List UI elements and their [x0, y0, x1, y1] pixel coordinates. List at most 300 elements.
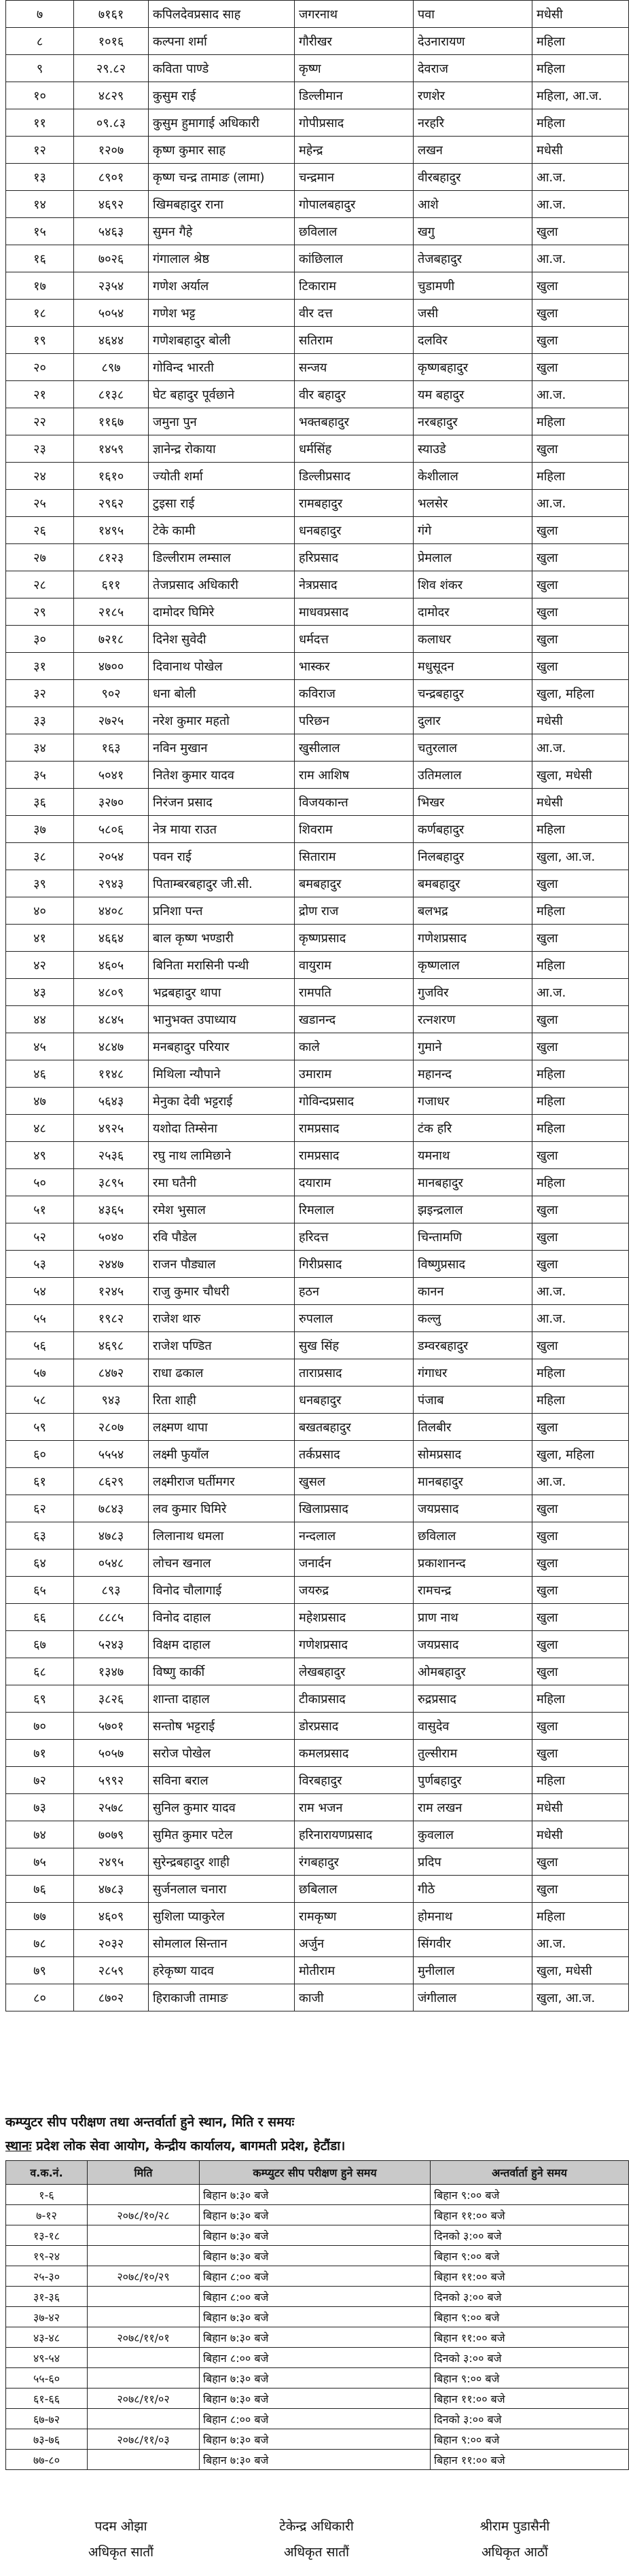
schedule-header: मिति	[88, 2161, 200, 2185]
exam-notice-title: कम्प्युटर सीप परीक्षण तथा अन्तर्वार्ता हुने स्थान, मिति र समयः	[5, 2115, 295, 2130]
father-name-cell: खुसीलाल	[295, 734, 414, 762]
serial-cell: ७	[6, 1, 74, 28]
table-row	[6, 1685, 629, 1713]
group-cell: खुला	[532, 598, 629, 626]
schedule-row	[6, 2368, 629, 2389]
signatory-title: अधिकृत सातौं	[88, 2545, 154, 2560]
father-name-cell: माधवप्रसाद	[295, 598, 414, 626]
group-cell: खुला	[532, 571, 629, 598]
table-row	[6, 1441, 629, 1468]
serial-cell: ३१	[6, 653, 74, 680]
father-name-cell: वायुराम	[295, 952, 414, 979]
schedule-row	[6, 2348, 629, 2368]
table-row	[6, 1713, 629, 1740]
group-cell: खुला	[532, 1332, 629, 1359]
signatory	[413, 2514, 617, 2565]
table-row	[6, 1, 629, 28]
roll-cell: १६१०	[74, 463, 149, 490]
grandfather-name-cell: रत्नशरण	[414, 1006, 532, 1033]
grandfather-name-cell: राम लखन	[414, 1794, 532, 1821]
name-cell: प्रनिशा पन्त	[149, 897, 295, 925]
roll-cell: ११६७	[74, 408, 149, 435]
father-name-cell: रामबहादुर	[295, 490, 414, 517]
roll-cell: ५०५४	[74, 300, 149, 327]
roll-cell: ४६९२	[74, 191, 149, 218]
table-row	[6, 381, 629, 408]
computer-time-cell: बिहान ७:३० बजे	[200, 2389, 431, 2409]
father-name-cell: कृष्णप्रसाद	[295, 925, 414, 952]
group-cell: खुला, मधेसी	[532, 1957, 629, 1984]
computer-time-cell: बिहान ७:३० बजे	[200, 2368, 431, 2389]
roll-cell: ५२४३	[74, 1631, 149, 1658]
table-row	[6, 1930, 629, 1957]
name-cell: लिलानाथ धमला	[149, 1522, 295, 1550]
name-cell: धना बोली	[149, 680, 295, 707]
father-name-cell: गौरीखर	[295, 28, 414, 55]
table-row	[6, 463, 629, 490]
schedule-row	[6, 2266, 629, 2287]
name-cell: सुर्जनलाल चनारा	[149, 1876, 295, 1903]
group-cell: खुला	[532, 544, 629, 571]
serial-cell: ४२	[6, 952, 74, 979]
grandfather-name-cell: गजाधर	[414, 1088, 532, 1115]
name-cell: राजेश पण्डित	[149, 1332, 295, 1359]
group-cell: महिला	[532, 1060, 629, 1088]
name-cell: भानुभक्त उपाध्याय	[149, 1006, 295, 1033]
table-row	[6, 1658, 629, 1685]
roll-cell: २५७८	[74, 1794, 149, 1821]
name-cell: खिमबहादुर राना	[149, 191, 295, 218]
group-cell: खुला	[532, 1631, 629, 1658]
group-cell: खुला	[532, 1251, 629, 1278]
father-name-cell: द्रोण राज	[295, 897, 414, 925]
computer-time-cell: बिहान ७:३० बजे	[200, 2225, 431, 2246]
date-cell	[88, 2348, 200, 2368]
serial-cell: १४	[6, 191, 74, 218]
grandfather-name-cell: छविलाल	[414, 1522, 532, 1550]
father-name-cell: खुसल	[295, 1468, 414, 1495]
name-cell: लोचन खनाल	[149, 1550, 295, 1577]
group-cell: खुला	[532, 435, 629, 463]
serial-cell: २१	[6, 381, 74, 408]
serial-cell: ३७	[6, 816, 74, 843]
roll-cell: ४७८३	[74, 1522, 149, 1550]
name-cell: गणेश भट्ट	[149, 300, 295, 327]
roll-cell: ८७०२	[74, 1984, 149, 2011]
roll-cell: १२०७	[74, 137, 149, 164]
group-cell: खुला	[532, 1740, 629, 1767]
name-cell: ज्ञानेन्द्र रोकाया	[149, 435, 295, 463]
grandfather-name-cell: रामचन्द्र	[414, 1577, 532, 1604]
grandfather-name-cell: मानबहादुर	[414, 1468, 532, 1495]
table-row	[6, 1767, 629, 1794]
father-name-cell: छविलाल	[295, 218, 414, 245]
name-cell: विक्षम दाहाल	[149, 1631, 295, 1658]
table-row	[6, 1522, 629, 1550]
signatory-title: अधिकृत आठौं	[482, 2545, 548, 2560]
serial-cell: २८	[6, 571, 74, 598]
roll-cell: ५०५७	[74, 1740, 149, 1767]
table-row	[6, 1876, 629, 1903]
grandfather-name-cell: भलसेर	[414, 490, 532, 517]
serial-cell: ४५	[6, 1033, 74, 1060]
father-name-cell: कांछिलाल	[295, 245, 414, 272]
group-cell: खुला	[532, 272, 629, 300]
roll-cell: ६११	[74, 571, 149, 598]
table-row	[6, 1495, 629, 1522]
roll-cell: ८४७२	[74, 1359, 149, 1387]
table-row	[6, 435, 629, 463]
group-cell: खुला	[532, 1522, 629, 1550]
name-cell: जमुना पुन	[149, 408, 295, 435]
serial-cell: ६९	[6, 1685, 74, 1713]
name-cell: मेनुका देवी भट्टराई	[149, 1088, 295, 1115]
father-name-cell: हठन	[295, 1278, 414, 1305]
name-cell: तेजप्रसाद अधिकारी	[149, 571, 295, 598]
serial-cell: ४३	[6, 979, 74, 1006]
name-cell: ज्योती शर्मा	[149, 463, 295, 490]
interview-time-cell: दिनको ३:०० बजे	[431, 2409, 629, 2429]
table-row	[6, 1984, 629, 2011]
father-name-cell: जनार्दन	[295, 1550, 414, 1577]
group-cell: खुला	[532, 1006, 629, 1033]
roll-cell: ४८२९	[74, 82, 149, 109]
signatory-title: अधिकृत सातौं	[283, 2545, 350, 2560]
group-cell: आ.ज.	[532, 1930, 629, 1957]
group-cell: खुला	[532, 1142, 629, 1169]
name-cell: पवन राई	[149, 843, 295, 870]
group-cell: खुला, आ.ज.	[532, 1984, 629, 2011]
range-cell: १३-१८	[6, 2225, 88, 2246]
roll-cell: १२४५	[74, 1278, 149, 1305]
grandfather-name-cell: बमबहादुर	[414, 870, 532, 897]
name-cell: राजु कुमार चौधरी	[149, 1278, 295, 1305]
range-cell: २५-३०	[6, 2266, 88, 2287]
computer-time-cell: बिहान ७:३० बजे	[200, 2205, 431, 2225]
roll-cell: २०३२	[74, 1930, 149, 1957]
grandfather-name-cell: जसी	[414, 300, 532, 327]
serial-cell: १३	[6, 164, 74, 191]
grandfather-name-cell: दलविर	[414, 327, 532, 354]
serial-cell: ५२	[6, 1223, 74, 1251]
serial-cell: ४४	[6, 1006, 74, 1033]
serial-cell: ६७	[6, 1631, 74, 1658]
group-cell: खुला	[532, 1876, 629, 1903]
table-row	[6, 897, 629, 925]
group-cell: महिला	[532, 1387, 629, 1414]
roll-cell: ४८०९	[74, 979, 149, 1006]
date-cell: २०७८/१०/२८	[88, 2205, 200, 2225]
serial-cell: ५३	[6, 1251, 74, 1278]
name-cell: विनोद चौलागाई	[149, 1577, 295, 1604]
grandfather-name-cell: भिखर	[414, 789, 532, 816]
range-cell: ७-१२	[6, 2205, 88, 2225]
interview-time-cell: दिनको ३:०० बजे	[431, 2225, 629, 2246]
table-row	[6, 1631, 629, 1658]
father-name-cell: ताराप्रसाद	[295, 1359, 414, 1387]
name-cell: रवि पौडेल	[149, 1223, 295, 1251]
table-row	[6, 843, 629, 870]
grandfather-name-cell: शिव शंकर	[414, 571, 532, 598]
name-cell: कुसुम राई	[149, 82, 295, 109]
table-row	[6, 925, 629, 952]
group-cell: खुला	[532, 1495, 629, 1522]
range-cell: ७३-७६	[6, 2429, 88, 2450]
grandfather-name-cell: महानन्द	[414, 1060, 532, 1088]
roll-cell: ८६२९	[74, 1468, 149, 1495]
table-row	[6, 680, 629, 707]
father-name-cell: रंगबहादुर	[295, 1848, 414, 1876]
grandfather-name-cell: विष्णुप्रसाद	[414, 1251, 532, 1278]
grandfather-name-cell: प्रकाशानन्द	[414, 1550, 532, 1577]
name-cell: दिवानाथ पोखेल	[149, 653, 295, 680]
name-cell: गोविन्द भारती	[149, 354, 295, 381]
date-cell	[88, 2225, 200, 2246]
father-name-cell: रामप्रसाद	[295, 1115, 414, 1142]
serial-cell: ५८	[6, 1387, 74, 1414]
interview-time-cell: बिहान ९:०० बजे	[431, 2307, 629, 2327]
group-cell: खुला	[532, 653, 629, 680]
name-cell: शान्ता दाहाल	[149, 1685, 295, 1713]
table-row	[6, 272, 629, 300]
date-cell	[88, 2287, 200, 2307]
group-cell: महिला	[532, 1088, 629, 1115]
father-name-cell: नेत्रप्रसाद	[295, 571, 414, 598]
name-cell: मिथिला न्यौपाने	[149, 1060, 295, 1088]
name-cell: गंगालाल श्रेष्ठ	[149, 245, 295, 272]
table-row	[6, 952, 629, 979]
roll-cell: ४६४४	[74, 327, 149, 354]
group-cell: खुला	[532, 354, 629, 381]
group-cell: खुला	[532, 1658, 629, 1685]
roll-cell: २८५९	[74, 1957, 149, 1984]
serial-cell: १२	[6, 137, 74, 164]
name-cell: पिताम्बरबहादुर जी.सी.	[149, 870, 295, 897]
group-cell: खुला	[532, 1848, 629, 1876]
father-name-cell: काले	[295, 1033, 414, 1060]
table-row	[6, 191, 629, 218]
father-name-cell: हरिप्रसाद	[295, 544, 414, 571]
table-row	[6, 517, 629, 544]
table-row	[6, 1169, 629, 1196]
grandfather-name-cell: उतिमलाल	[414, 762, 532, 789]
serial-cell: ११	[6, 109, 74, 137]
roll-cell: ०५४८	[74, 1550, 149, 1577]
roll-cell: ११४८	[74, 1060, 149, 1088]
name-cell: यशोदा तिम्सेना	[149, 1115, 295, 1142]
computer-time-cell: बिहान ७:३० बजे	[200, 2429, 431, 2450]
group-cell: खुला	[532, 1223, 629, 1251]
serial-cell: ४९	[6, 1142, 74, 1169]
exam-venue	[5, 2136, 345, 2154]
grandfather-name-cell: झइन्द्रलाल	[414, 1196, 532, 1223]
interview-time-cell: बिहान ११:०० बजे	[431, 2266, 629, 2287]
roll-cell: ४६९८	[74, 1332, 149, 1359]
group-cell: महिला	[532, 1359, 629, 1387]
father-name-cell: डिल्लीमान	[295, 82, 414, 109]
serial-cell: ४८	[6, 1115, 74, 1142]
group-cell: आ.ज.	[532, 734, 629, 762]
group-cell: मधेसी	[532, 1794, 629, 1821]
serial-cell: १६	[6, 245, 74, 272]
father-name-cell: जयरुद्र	[295, 1577, 414, 1604]
group-cell: महिला	[532, 1767, 629, 1794]
group-cell: मधेसी	[532, 137, 629, 164]
father-name-cell: गोपालबहादुर	[295, 191, 414, 218]
table-row	[6, 82, 629, 109]
roll-cell: २३५४	[74, 272, 149, 300]
grandfather-name-cell: सिंगवीर	[414, 1930, 532, 1957]
roll-cell: ५०४०	[74, 1223, 149, 1251]
computer-time-cell: बिहान ७:३० बजे	[200, 2246, 431, 2266]
venue-label: स्थानः	[5, 2139, 32, 2153]
father-name-cell: मोतीराम	[295, 1957, 414, 1984]
interview-time-cell: बिहान ९:०० बजे	[431, 2368, 629, 2389]
table-row	[6, 653, 629, 680]
range-cell: ७७-८०	[6, 2450, 88, 2470]
grandfather-name-cell: दुलार	[414, 707, 532, 734]
father-name-cell: धनबहादुर	[295, 517, 414, 544]
grandfather-name-cell: यम बहादुर	[414, 381, 532, 408]
name-cell: दिनेश सुवेदी	[149, 626, 295, 653]
grandfather-name-cell: गणेशप्रसाद	[414, 925, 532, 952]
group-cell: खुला	[532, 327, 629, 354]
grandfather-name-cell: यमनाथ	[414, 1142, 532, 1169]
roll-cell: ३२७०	[74, 789, 149, 816]
group-cell: महिला	[532, 952, 629, 979]
father-name-cell: राम भजन	[295, 1794, 414, 1821]
roll-cell: ७१६१	[74, 1, 149, 28]
roll-cell: २१८५	[74, 598, 149, 626]
table-row	[6, 1387, 629, 1414]
schedule-row	[6, 2185, 629, 2205]
roll-cell: १४५९	[74, 435, 149, 463]
name-cell: डिल्लीराम लम्साल	[149, 544, 295, 571]
serial-cell: २२	[6, 408, 74, 435]
serial-cell: ३६	[6, 789, 74, 816]
grandfather-name-cell: तेजबहादुर	[414, 245, 532, 272]
name-cell: नरेश कुमार महतो	[149, 707, 295, 734]
table-row	[6, 164, 629, 191]
serial-cell: ७३	[6, 1794, 74, 1821]
schedule-row	[6, 2327, 629, 2348]
father-name-cell: रिमलाल	[295, 1196, 414, 1223]
name-cell: नेत्र माया राउत	[149, 816, 295, 843]
father-name-cell: रामप्रसाद	[295, 1142, 414, 1169]
grandfather-name-cell: चुडामणी	[414, 272, 532, 300]
signatory	[215, 2514, 418, 2565]
father-name-cell: वीर बहादुर	[295, 381, 414, 408]
father-name-cell: टिकाराम	[295, 272, 414, 300]
grandfather-name-cell: मुनीलाल	[414, 1957, 532, 1984]
father-name-cell: भास्कर	[295, 653, 414, 680]
serial-cell: २३	[6, 435, 74, 463]
roll-cell: ४४०८	[74, 897, 149, 925]
table-row	[6, 1060, 629, 1088]
roll-cell: ५०४१	[74, 762, 149, 789]
table-row	[6, 1848, 629, 1876]
grandfather-name-cell: पवा	[414, 1, 532, 28]
name-cell: सरोज पोखेल	[149, 1740, 295, 1767]
father-name-cell: धनबहादुर	[295, 1387, 414, 1414]
table-row	[6, 571, 629, 598]
grandfather-name-cell: कलाधर	[414, 626, 532, 653]
roll-cell: ८९३	[74, 1577, 149, 1604]
grandfather-name-cell: रुद्रप्रसाद	[414, 1685, 532, 1713]
table-row	[6, 707, 629, 734]
computer-time-cell: बिहान ७:३० बजे	[200, 2327, 431, 2348]
grandfather-name-cell: प्राण नाथ	[414, 1604, 532, 1631]
grandfather-name-cell: वासुदेव	[414, 1713, 532, 1740]
name-cell: लक्ष्मी फुयाँल	[149, 1441, 295, 1468]
name-cell: लव कुमार घिमिरे	[149, 1495, 295, 1522]
table-row	[6, 1903, 629, 1930]
schedule-row	[6, 2246, 629, 2266]
serial-cell: १७	[6, 272, 74, 300]
father-name-cell: गिरीप्रसाद	[295, 1251, 414, 1278]
name-cell: राजन पौड्याल	[149, 1251, 295, 1278]
schedule-row	[6, 2450, 629, 2470]
name-cell: सुरेन्द्रबहादुर शाही	[149, 1848, 295, 1876]
group-cell: खुला	[532, 1196, 629, 1223]
roll-cell: २०५४	[74, 843, 149, 870]
group-cell: आ.ज.	[532, 979, 629, 1006]
interview-time-cell: बिहान ११:०० बजे	[431, 2389, 629, 2409]
serial-cell: ७१	[6, 1740, 74, 1767]
grandfather-name-cell: टंक हरि	[414, 1115, 532, 1142]
father-name-cell: विजयकान्त	[295, 789, 414, 816]
table-row	[6, 1740, 629, 1767]
serial-cell: ५६	[6, 1332, 74, 1359]
grandfather-name-cell: पंजाब	[414, 1387, 532, 1414]
roll-cell: ३८२६	[74, 1685, 149, 1713]
father-name-cell: बमबहादुर	[295, 870, 414, 897]
table-row	[6, 1414, 629, 1441]
serial-cell: ७६	[6, 1876, 74, 1903]
father-name-cell: सतिराम	[295, 327, 414, 354]
roll-cell: १०१६	[74, 28, 149, 55]
serial-cell: ७९	[6, 1957, 74, 1984]
group-cell: आ.ज.	[532, 1278, 629, 1305]
roll-cell: २४४७	[74, 1251, 149, 1278]
name-cell: विनोद दाहाल	[149, 1604, 295, 1631]
schedule-row	[6, 2389, 629, 2409]
grandfather-name-cell: कर्णबहादुर	[414, 816, 532, 843]
father-name-cell: खिलाप्रसाद	[295, 1495, 414, 1522]
grandfather-name-cell: मधुसूदन	[414, 653, 532, 680]
grandfather-name-cell: कल्लु	[414, 1305, 532, 1332]
father-name-cell: धर्मसिंह	[295, 435, 414, 463]
father-name-cell: सुख सिंह	[295, 1332, 414, 1359]
schedule-row	[6, 2225, 629, 2246]
group-cell: खुला	[532, 1414, 629, 1441]
date-cell	[88, 2246, 200, 2266]
interview-time-cell: दिनको ३:०० बजे	[431, 2348, 629, 2368]
father-name-cell: कविराज	[295, 680, 414, 707]
name-cell: बाल कृष्ण भण्डारी	[149, 925, 295, 952]
father-name-cell: तर्कप्रसाद	[295, 1441, 414, 1468]
father-name-cell: रुपलाल	[295, 1305, 414, 1332]
grandfather-name-cell: डम्वरबहादुर	[414, 1332, 532, 1359]
grandfather-name-cell: देवराज	[414, 55, 532, 82]
father-name-cell: चन्द्रमान	[295, 164, 414, 191]
father-name-cell: महेन्द्र	[295, 137, 414, 164]
grandfather-name-cell: प्रेमलाल	[414, 544, 532, 571]
table-row	[6, 1305, 629, 1332]
table-row	[6, 1278, 629, 1305]
serial-cell: ५०	[6, 1169, 74, 1196]
father-name-cell: नन्दलाल	[295, 1522, 414, 1550]
